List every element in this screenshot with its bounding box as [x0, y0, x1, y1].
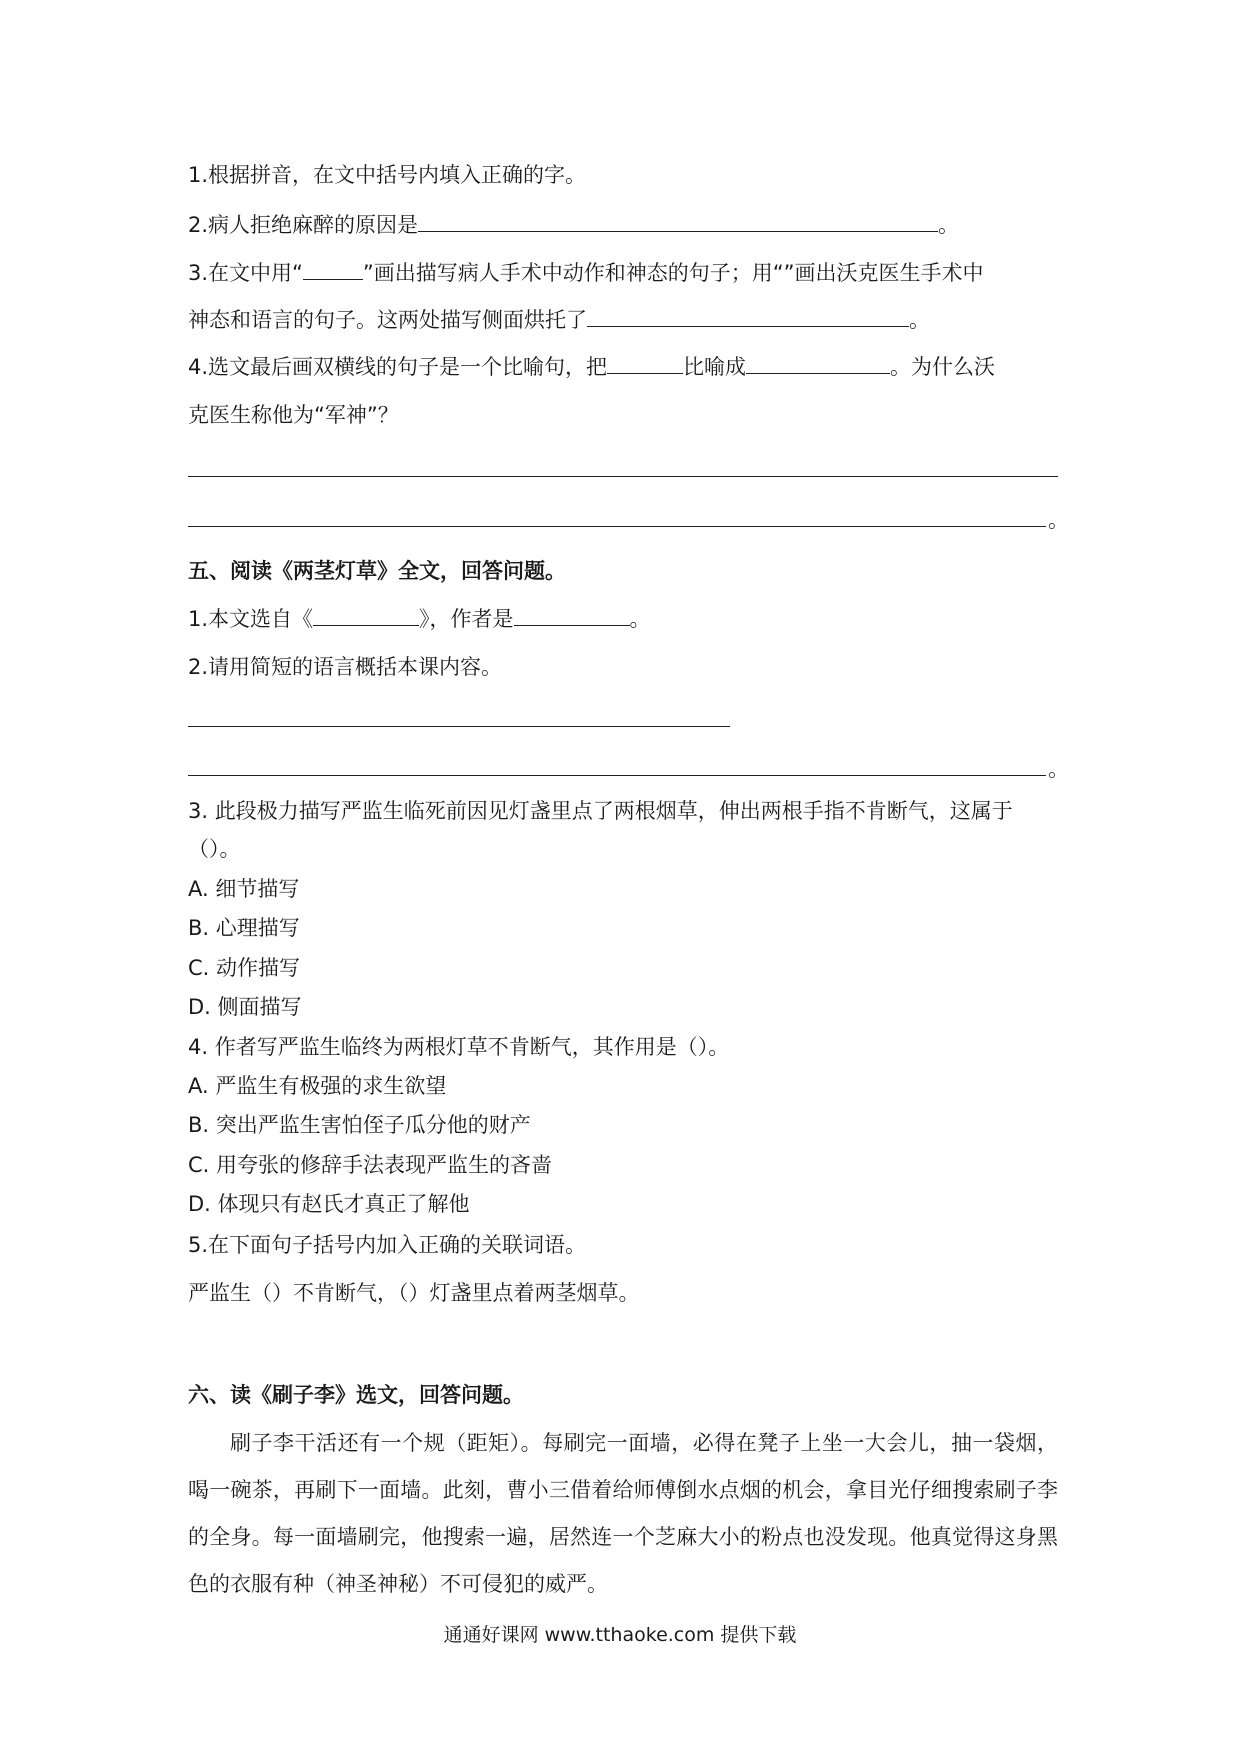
s5-question-2: 2.请用简短的语言概括本课内容。 [188, 655, 503, 679]
section-5-title: 五、阅读《两茎灯草》全文，回答问题。 [188, 559, 566, 583]
option-c[interactable]: C. 动作描写 [188, 956, 301, 980]
s5-question-5: 5.在下面句子括号内加入正确的关联词语。 [188, 1233, 587, 1257]
underline-sample [303, 259, 363, 280]
answer-line[interactable] [188, 726, 730, 727]
s5-question-3-line-1: 3. 此段极力描写严监生临死前因见灯盏里点了两根烟草，伸出两根手指不肯断气，这属于 [188, 799, 1013, 823]
period: 。 [1048, 757, 1069, 781]
question-4-line-2: 克医生称他为“军神”？ [188, 403, 399, 427]
question-4-line-1: 4.选文最后画双横线的句子是一个比喻句，把 比喻成 。为什么沃 [188, 355, 996, 379]
section-6-title: 六、读《刷子李》选文，回答问题。 [188, 1383, 524, 1407]
period: 。 [1048, 508, 1069, 532]
s5-question-4: 4. 作者写严监生临终为两根灯草不肯断气，其作用是（）。 [188, 1035, 730, 1059]
answer-blank[interactable] [418, 211, 938, 232]
question-1: 1.根据拼音，在文中括号内填入正确的字。 [188, 163, 587, 187]
passage: 刷子李干活还有一个规（距矩）。每刷完一面墙，必得在凳子上坐一大会儿，抽一袋烟，喝一碗茶，再刷下一面墙。此刻，曹小三借着给师傅倒水点烟的机会，拿目光仔细搜索刷子李的全身。每一面墙刷完，他搜索一遍，居然连一个芝麻大小的粉点也没发现。他真觉得这身黑色的衣服有种（神圣神秘）不可侵犯的威严。 [188, 1431, 1058, 1596]
option-a[interactable]: A. 细节描写 [188, 877, 300, 901]
answer-blank[interactable] [514, 605, 630, 626]
answer-line[interactable] [188, 775, 1046, 776]
option-b[interactable]: B. 心理描写 [188, 916, 300, 940]
answer-blank[interactable] [746, 353, 890, 374]
answer-line[interactable] [188, 476, 1058, 477]
answer-line[interactable] [188, 526, 1046, 527]
question-2: 2.病人拒绝麻醉的原因是 。 [188, 213, 960, 237]
option-d[interactable]: D. 侧面描写 [188, 995, 302, 1019]
s5-question-5-sentence: 严监生（）不肯断气，（）灯盏里点着两茎烟草。 [188, 1281, 640, 1305]
footer-text: 通通好课网 www.tthaoke.com 提供下载 [443, 1624, 797, 1646]
question-3-line-2: 神态和语言的句子。这两处描写侧面烘托了 。 [188, 308, 930, 332]
answer-blank[interactable] [313, 605, 419, 626]
answer-blank[interactable] [607, 353, 683, 374]
option-d[interactable]: D. 体现只有赵氏才真正了解他 [188, 1192, 470, 1216]
option-b[interactable]: B. 突出严监生害怕侄子瓜分他的财产 [188, 1113, 531, 1137]
option-c[interactable]: C. 用夸张的修辞手法表现严监生的吝啬 [188, 1153, 553, 1177]
option-a[interactable]: A. 严监生有极强的求生欲望 [188, 1074, 447, 1098]
answer-blank[interactable] [587, 306, 909, 327]
s5-question-3-line-2: （）。 [188, 837, 241, 861]
s5-question-1: 1.本文选自《 》，作者是 。 [188, 607, 651, 631]
question-3-line-1: 3.在文中用“ ”画出描写病人手术中动作和神态的句子；用“”画出沃克医生手术中 [188, 261, 984, 285]
